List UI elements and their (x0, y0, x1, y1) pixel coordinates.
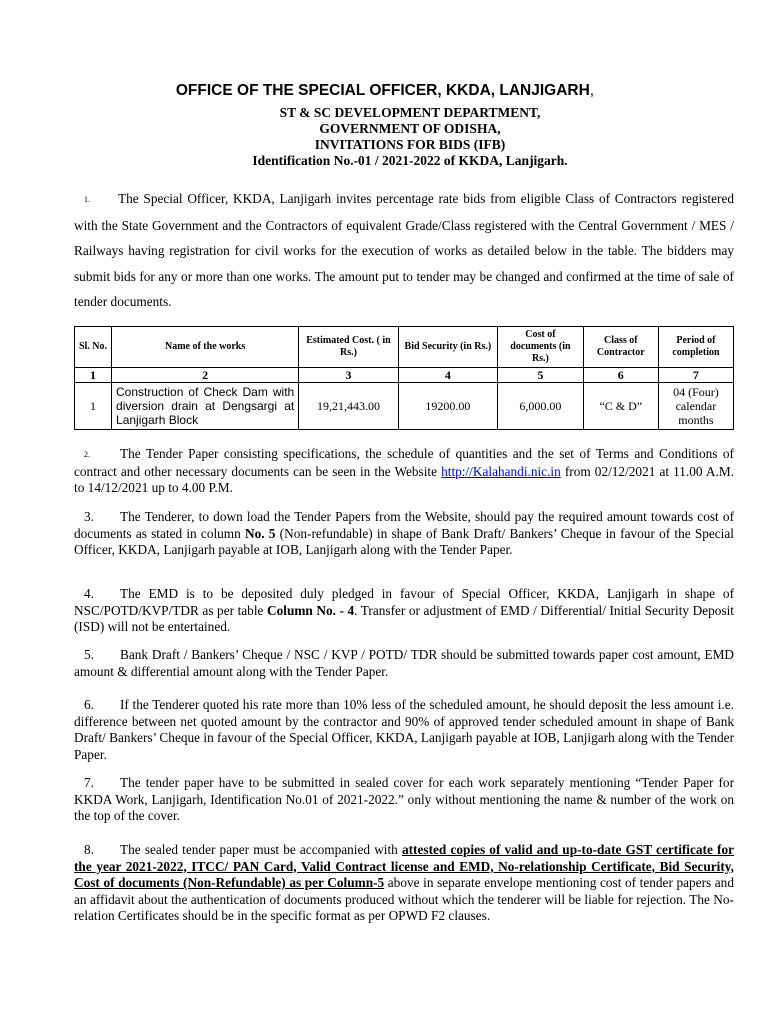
office-title-comma: , (589, 82, 595, 99)
office-title-text: OFFICE OF THE SPECIAL OFFICER, KKDA, LANJIGARH (175, 82, 590, 99)
header-bid-security: Bid Security (in Rs.) (398, 327, 497, 368)
office-title (0, 82, 770, 100)
paragraph-1-number: 1. (84, 195, 90, 204)
header-name-of-works: Name of the works (112, 327, 299, 368)
paragraph-1-text: The Special Officer, KKDA, Lanjigarh invites percentage rate bids from eligible Class of Contractors registered with the State Government and the Contractors of equivalent Grade/Class registered with the Central Government / MES / Railways having registration for civil works for the execution of works as detailed below in the table. The bidders may submit bids for any or more than one works. The amount put to tender may be changed and confirmed at the time of sale of tender documents. (74, 191, 734, 309)
paragraph-7-text: The tender paper have to be submitted in sealed cover for each work separately mentioning “Tender Paper for KKDA Work, Lanjigarh, Identification No.01 of 2021-2022.” only without mentioning the name & number of the work on the top of the cover. (74, 775, 734, 823)
table-row (75, 383, 734, 430)
paragraph-8-number: 8. (84, 842, 94, 857)
cell-sl-no: 1 (75, 383, 112, 430)
paragraph-2-text-before: The Tender Paper consisting specifications, the schedule of quantities and the set of Terms and Conditions of contract and other necessary documents can be seen in the Website (74, 446, 734, 479)
paragraph-2 (74, 446, 734, 497)
paragraph-3 (74, 509, 734, 559)
paragraph-4-number: 4. (84, 586, 94, 601)
paragraph-3-text-after: (Non-refundable) in shape of Bank Draft/ Bankers’ Cheque in favour of the Special Officer, KKDA, Lanjigarh payable at IOB, Lanjigarh along with the Tender Paper. (74, 525, 734, 557)
paragraph-7-number: 7. (84, 775, 94, 790)
paragraph-8-text-after: above in separate envelope mentioning cost of tender papers and an affidavit about the authentication of documents produced without which the tenderer will be liable for rejection. The No-relation Certificates should be in the specific format as per OPWD F2 clauses. (74, 875, 734, 923)
paragraph-8-required-documents: attested copies of valid and up-to-date GST certificate for the year 2021-2022, ITCC/ PAN Card, Valid Contract license and EMD, No-relationship Certificate, Bid Security, Cost of documents (Non-Refundable) as per Column-5 (74, 842, 735, 890)
works-table (74, 326, 734, 430)
paragraph-3-text-before: The Tenderer, to down load the Tender Papers from the Website, should pay the required amount towards cost of documents as stated in column (74, 509, 734, 541)
header-sl-no: Sl. No. (75, 327, 112, 368)
paragraph-5-text: Bank Draft / Bankers’ Cheque / NSC / KVP / POTD/ TDR should be submitted towards paper cost amount, EMD amount & differential amount along with the Tender Paper. (74, 647, 734, 679)
paragraph-6 (74, 697, 734, 763)
header-period-of-completion: Period of completion (658, 327, 733, 368)
column-number: 2 (112, 368, 299, 383)
ifb-line: INVITATIONS FOR BIDS (IFB) (314, 137, 506, 152)
table-column-number-row (75, 368, 734, 383)
column-number: 4 (398, 368, 497, 383)
table-header-row (75, 327, 734, 368)
column-number: 5 (498, 368, 584, 383)
header-estimated-cost: Estimated Cost. ( in Rs.) (299, 327, 398, 368)
cell-class-of-contractor: “C & D” (583, 383, 658, 430)
cell-work-name: Construction of Check Dam with diversion drain at Dengsargi at Lanjigarh Block (112, 383, 299, 430)
paragraph-8 (74, 842, 734, 925)
paragraph-7 (74, 775, 734, 825)
column-number: 7 (658, 368, 733, 383)
paragraph-2-text-after: from 02/12/2021 at 11.00 A.M. to 14/12/2021 up to 4.00 P.M. (74, 463, 735, 495)
paragraph-1 (74, 186, 734, 315)
paragraph-3-number: 3. (84, 509, 94, 524)
department-line: ST & SC DEVELOPMENT DEPARTMENT, (279, 105, 541, 120)
header-cost-of-documents: Cost of documents (in Rs.) (498, 327, 584, 368)
paragraph-5-number: 5. (84, 647, 94, 662)
column-number: 1 (75, 368, 112, 383)
column-number: 3 (299, 368, 398, 383)
cell-estimated-cost: 19,21,443.00 (299, 383, 398, 430)
website-link[interactable]: http://Kalahandi.nic.in (441, 463, 561, 479)
cell-cost-of-documents: 6,000.00 (498, 383, 584, 430)
column-number: 6 (583, 368, 658, 383)
paragraph-8-text-before: The sealed tender paper must be accompanied with (120, 842, 402, 857)
cell-period-of-completion: 04 (Four) calendar months (658, 383, 733, 430)
identification-line: Identification No.-01 / 2021-2022 of KKDA, Lanjigarh. (252, 153, 568, 168)
header-class-of-contractor: Class of Contractor (583, 327, 658, 368)
paragraph-6-text: If the Tenderer quoted his rate more than 10% less of the scheduled amount, he should deposit the less amount i.e. difference between net quoted amount by the contractor and 90% of approved tender scheduled amount in shape of Bank Draft/ Bankers’ Cheque in favour of the Special Officer, KKDA, Lanjigarh payable at IOB, Lanjigarh along with the Tender Paper. (74, 697, 734, 762)
paragraph-4-text-before: The EMD is to be deposited duly pledged in favour of Special Officer, KKDA, Lanjigarh in shape of NSC/POTD/KVP/TDR as per table (74, 586, 734, 618)
paragraph-4-bold: Column No. - 4 (267, 602, 355, 618)
government-line: GOVERNMENT OF ODISHA, (319, 121, 501, 136)
paragraph-3-bold: No. 5 (245, 525, 276, 541)
paragraph-2-number: 2. (84, 450, 90, 459)
paragraph-6-number: 6. (84, 697, 94, 712)
paragraph-5 (74, 647, 734, 680)
paragraph-4 (74, 586, 734, 636)
cell-bid-security: 19200.00 (398, 383, 497, 430)
paragraph-4-text-after: . Transfer or adjustment of EMD / Differential/ Initial Security Deposit (ISD) will not be entertained. (74, 602, 735, 634)
